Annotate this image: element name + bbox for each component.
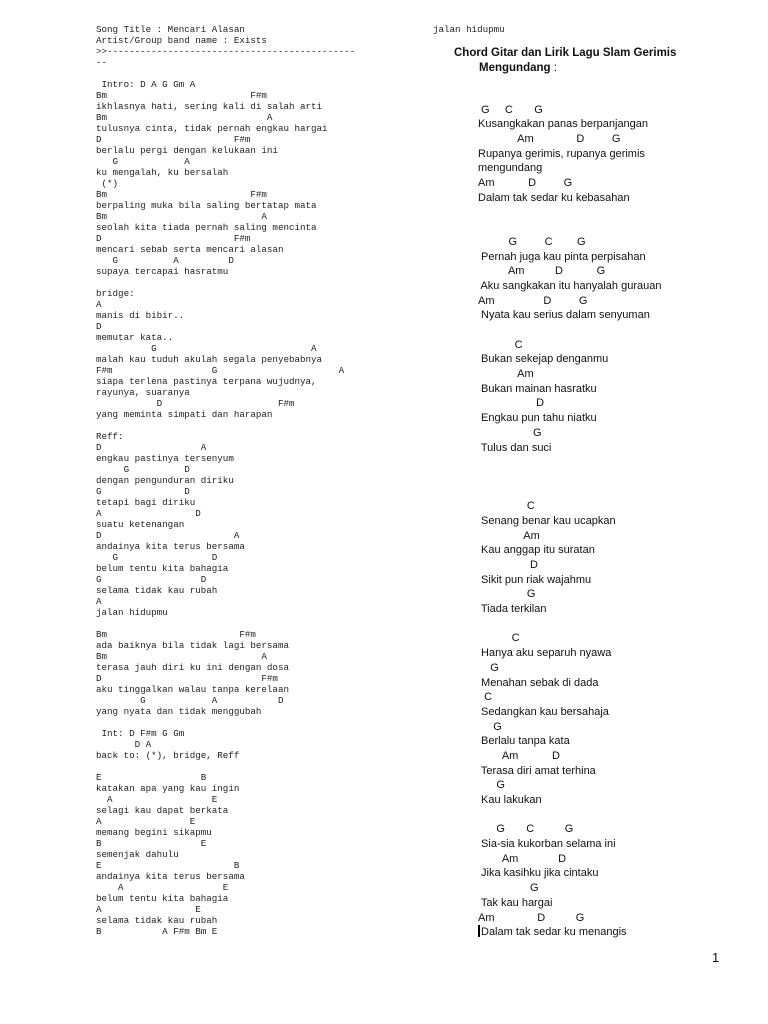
right-sheet-line: G [478, 779, 505, 792]
right-sheet-line [478, 220, 748, 235]
right-sheet-line: Hanya aku separuh nyawa [478, 647, 612, 660]
left-sheet-line: G A D [96, 695, 284, 706]
article-title-line-1: Chord Gitar dan Lirik Lagu Slam Gerimis [454, 47, 677, 59]
left-sheet-line: G D [96, 464, 190, 475]
right-sheet-line: Am D G [478, 133, 621, 146]
right-sheet-line: Nyata kau serius dalam senyuman [478, 309, 650, 322]
left-sheet-line: A E [96, 816, 196, 827]
left-sheet-line: terasa jauh diri ku ini dengan dosa [96, 662, 289, 673]
left-sheet-line: B A F#m Bm E [96, 926, 218, 937]
right-sheet-line [478, 88, 748, 103]
right-sheet-line: D [478, 559, 538, 571]
left-sheet-line: Reff: [96, 431, 124, 442]
left-sheet-line [96, 420, 426, 431]
left-sheet-line: aku tinggalkan walau tanpa kerelaan [96, 684, 289, 695]
right-sheet-line: Am [478, 368, 534, 381]
left-sheet-line: dengan pengunduran diriku [96, 475, 234, 486]
left-sheet-line [96, 277, 426, 288]
right-sheet-line: G C G [478, 103, 543, 116]
left-sheet-line: ada baiknya bila tidak lagi bersama [96, 640, 289, 651]
left-sheet-line: D A [96, 530, 240, 541]
left-sheet-line [96, 717, 426, 728]
article-title [454, 46, 734, 76]
right-sheet-line [478, 485, 748, 500]
left-sheet-line: E B [96, 772, 207, 783]
right-sheet-line: Rupanya gerimis, rupanya gerimis [478, 147, 645, 160]
article-title-text: Mengundang [479, 62, 551, 74]
right-sheet-line: Jika kasihku jika cintaku [478, 867, 599, 880]
right-sheet-line [478, 206, 748, 221]
continued-lyric-line: jalan hidupmu [433, 24, 505, 35]
left-sheet-line: G A [96, 156, 190, 167]
left-sheet-line: F#m G A [96, 365, 345, 376]
right-sheet-line: Am D G [478, 177, 573, 190]
right-sheet-line: mengundang [478, 162, 543, 175]
left-sheet-line: G D [96, 552, 218, 563]
left-sheet-line: A E [96, 904, 201, 915]
right-sheet-line: C [478, 338, 523, 351]
right-sheet-line: G [478, 720, 502, 733]
left-sheet-line: D A [96, 739, 152, 750]
right-sheet-line: Engkau pun tahu niatku [478, 412, 597, 425]
left-sheet-line: manis di bibir.. [96, 310, 185, 321]
left-sheet-line: Intro: D A G Gm A [96, 79, 196, 90]
left-sheet-line: D A [96, 442, 207, 453]
left-sheet-line: andainya kita terus bersama [96, 871, 245, 882]
left-sheet-line [96, 761, 426, 772]
right-sheet-line: Sikit pun riak wajahmu [478, 573, 592, 586]
right-sheet-line [478, 323, 748, 338]
right-sheet-line: Bukan sekejap denganmu [478, 353, 609, 366]
left-sheet-line: semenjak dahulu [96, 849, 179, 860]
left-sheet-line: E B [96, 860, 240, 871]
left-sheet-line: D F#m [96, 134, 251, 145]
right-sheet-line: Am D G [478, 911, 585, 924]
left-sheet-line: G A [96, 343, 317, 354]
right-sheet-line: C [478, 691, 493, 704]
left-sheet-line: D F#m [96, 673, 278, 684]
left-sheet-line: engkau pastinya tersenyum [96, 453, 234, 464]
song-chord-sheet-right-column [478, 88, 748, 940]
left-sheet-line: seolah kita tiada pernah saling mencinta [96, 222, 317, 233]
song-chord-sheet-left-column [96, 24, 426, 937]
left-sheet-line: Bm F#m [96, 189, 267, 200]
left-sheet-line: selama tidak kau rubah [96, 915, 218, 926]
left-sheet-line: siapa terlena pastinya terpana wujudnya, [96, 376, 317, 387]
left-sheet-line: Bm A [96, 211, 267, 222]
right-sheet-line: G C G [478, 235, 586, 248]
right-sheet-line [478, 617, 748, 632]
left-sheet-line: yang meminta simpati dan harapan [96, 409, 273, 420]
left-sheet-line: berlalu pergi dengan kelukaan ini [96, 145, 278, 156]
right-sheet-line: Kau lakukan [478, 794, 542, 806]
left-sheet-line: Int: D F#m G Gm [96, 728, 185, 739]
left-sheet-line: A E [96, 882, 229, 893]
right-sheet-line: G [478, 661, 499, 674]
article-title-colon: : [550, 62, 557, 74]
right-sheet-line: Am D [478, 852, 567, 865]
right-sheet-line: Sia-sia kukorban selama ini [478, 838, 616, 851]
right-sheet-line: G [478, 426, 542, 439]
left-sheet-line: berpaling muka bila saling bertatap mata [96, 200, 317, 211]
right-sheet-line: G C G [478, 823, 574, 836]
right-sheet-line: Aku sangkakan itu hanyalah gurauan [478, 279, 662, 292]
right-sheet-line: Bukan mainan hasratku [478, 382, 597, 395]
left-sheet-line: selama tidak kau rubah [96, 585, 218, 596]
right-sheet-line: Menahan sebak di dada [478, 676, 599, 689]
right-sheet-line: G [478, 588, 536, 601]
right-sheet-line: Sedangkan kau bersahaja [478, 705, 609, 718]
left-sheet-line: jalan hidupmu [96, 607, 168, 618]
text-cursor [478, 925, 480, 937]
left-sheet-line: ikhlasnya hati, sering kali di salah arti [96, 101, 323, 112]
left-sheet-line: rayunya, suaranya [96, 387, 190, 398]
right-sheet-line: Dalam tak sedar ku kebasahan [478, 191, 630, 204]
left-sheet-line: Artist/Group band name : Exists [96, 35, 267, 46]
right-sheet-line: Kusangkakan panas berpanjangan [478, 118, 649, 131]
left-sheet-line: A [96, 596, 102, 607]
left-sheet-line: ku mengalah, ku bersalah [96, 167, 229, 178]
left-sheet-line: G D [96, 486, 190, 497]
article-title-line-2 [454, 61, 734, 76]
left-sheet-line: tulusnya cinta, tidak pernah engkau hargai [96, 123, 328, 134]
right-sheet-line: Kau anggap itu suratan [478, 544, 595, 557]
left-sheet-line: A D [96, 508, 201, 519]
right-sheet-line: Am D G [478, 294, 588, 307]
left-sheet-line: Bm A [96, 651, 267, 662]
left-sheet-line: D [96, 321, 102, 332]
left-sheet-line [96, 68, 426, 79]
right-sheet-line: Berlalu tanpa kata [478, 735, 570, 748]
left-sheet-line: Song Title : Mencari Alasan [96, 24, 245, 35]
left-sheet-line: belum tentu kita bahagia [96, 563, 229, 574]
left-sheet-line: memang begini sikapmu [96, 827, 212, 838]
right-sheet-line: Pernah juga kau pinta perpisahan [478, 250, 646, 263]
left-sheet-line: Bm F#m [96, 629, 256, 640]
right-sheet-line: D [478, 397, 545, 410]
left-sheet-line: supaya tercapai hasratmu [96, 266, 229, 277]
right-sheet-line: Tak kau hargai [478, 896, 553, 909]
left-sheet-line: A E [96, 794, 218, 805]
right-sheet-line: G [478, 882, 539, 895]
right-sheet-line: C [478, 500, 535, 513]
left-sheet-line: G D [96, 574, 207, 585]
right-sheet-line: Am D [478, 749, 560, 762]
left-sheet-line: D F#m [96, 398, 295, 409]
right-sheet-line: Terasa diri amat terhina [478, 764, 596, 777]
left-sheet-line: katakan apa yang kau ingin [96, 783, 240, 794]
left-sheet-line: andainya kita terus bersama [96, 541, 245, 552]
left-sheet-line: D F#m [96, 233, 251, 244]
left-sheet-line: memutar kata.. [96, 332, 174, 343]
left-sheet-line: -- [96, 57, 108, 68]
left-sheet-line: yang nyata dan tidak menggubah [96, 706, 262, 717]
left-sheet-line: tetapi bagi diriku [96, 497, 196, 508]
right-sheet-line: Senang benar kau ucapkan [478, 514, 616, 527]
right-sheet-line: Am D G [478, 265, 606, 278]
right-sheet-line: Tulus dan suci [478, 441, 552, 454]
left-sheet-line: belum tentu kita bahagia [96, 893, 229, 904]
right-sheet-line: Am [478, 529, 540, 542]
left-sheet-line: mencari sebab serta mencari alasan [96, 244, 284, 255]
left-sheet-line [96, 618, 426, 629]
left-sheet-line: selagi kau dapat berkata [96, 805, 229, 816]
left-sheet-line: suatu ketenangan [96, 519, 185, 530]
right-sheet-line: Tiada terkilan [478, 603, 547, 616]
left-sheet-line: back to: (*), bridge, Reff [96, 750, 240, 761]
right-sheet-line: C [478, 632, 520, 645]
left-sheet-line: >>--------------------------------------------- [96, 46, 356, 57]
left-sheet-line: (*) [96, 178, 119, 189]
left-sheet-line: B E [96, 838, 207, 849]
page-number: 1 [712, 950, 720, 965]
left-sheet-line: Bm A [96, 112, 273, 123]
left-sheet-line: G A D [96, 255, 234, 266]
left-sheet-line: malah kau tuduh akulah segala penyebabnya [96, 354, 323, 365]
right-sheet-line [478, 455, 748, 470]
right-sheet-line: Dalam tak sedar ku menangis [478, 925, 748, 940]
left-sheet-line: A [96, 299, 102, 310]
left-sheet-line: bridge: [96, 288, 135, 299]
right-sheet-line [478, 470, 748, 485]
right-sheet-line [478, 808, 748, 823]
left-sheet-line: Bm F#m [96, 90, 267, 101]
